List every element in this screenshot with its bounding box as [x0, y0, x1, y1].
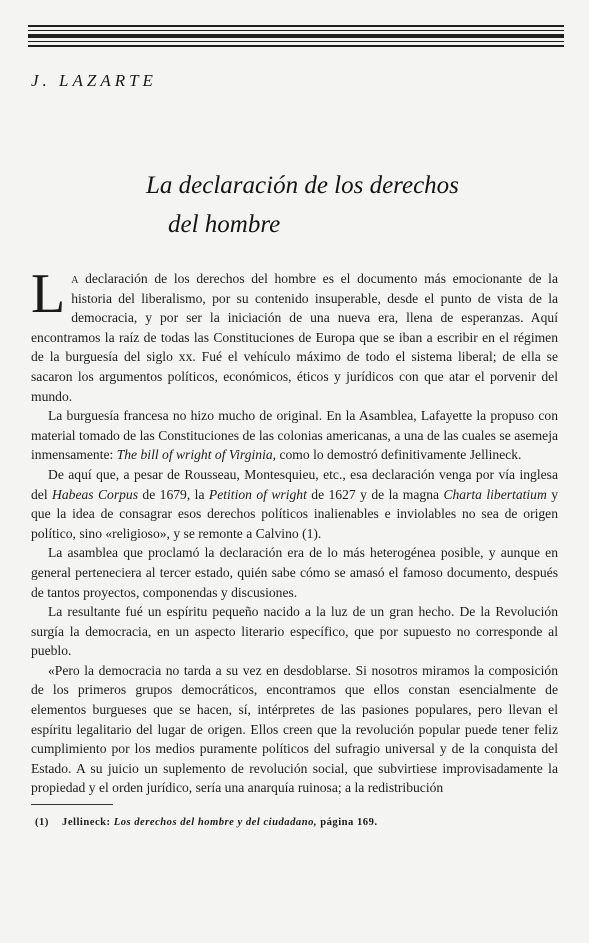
footnote	[35, 817, 378, 828]
footnote-author: Jellineck:	[62, 817, 111, 828]
top-double-rule	[28, 25, 564, 47]
paragraph-2-italic: The bill of wright of Virginia,	[116, 447, 277, 463]
title-line-2: del hombre	[168, 211, 281, 238]
drop-cap: L	[31, 263, 66, 325]
footnote-work: Los derechos del hombre y del ciudadano,	[113, 817, 318, 828]
title-line-1: La declaración de los derechos	[146, 172, 459, 199]
paragraph-3	[31, 465, 558, 543]
paragraph-2	[31, 406, 558, 465]
footnote-ref: (1)	[35, 817, 49, 828]
charta-italic: Charta libertatium	[443, 486, 547, 502]
drop-cap-lead: a	[71, 271, 79, 286]
paragraph-3-text-4: y que la idea de consagrar esos derechos políticos inalienables e inviolables no sea de origen político, sino «religioso», y se remonte a Calvino (1).	[31, 486, 559, 541]
paragraph-3-text: De aquí que, a pesar de Rousseau, Montesquieu, etc., esa declaración venga por vía inglesa del	[31, 466, 558, 502]
paragraph-1	[31, 263, 558, 406]
paragraph-1-text: declaración de los derechos del hombre es el documento más emocionante de la historia del liberalismo, por su contenido insuperable, desde el punto de vista de la democracia, y por ser la iniciación de una nueva era, llena de esperanzas. Aquí encontramos la raíz de todas las Constituciones de Europa que se iban a escribir en el régimen de la burguesía del siglo xx. Fué el vehículo máximo de todo el sistema liberal; de ella se sacaron los argumentos políticos, económicos, éticos y jurídicos con que atar el porvenir del mundo.	[31, 271, 558, 404]
footnote-rule	[31, 804, 113, 805]
paragraph-3-text-3: de 1627 y de la magna	[306, 486, 444, 502]
paragraph-2-text: La burguesía francesa no hizo mucho de original. En la Asamblea, Lafayette la propuso con material tomado de las Constituciones de las colonias americanas, a una de las cuales se asemeja inmensamente:	[31, 408, 558, 463]
footnote-page: página 169.	[320, 817, 378, 828]
author-name: J. LAZARTE	[31, 71, 157, 90]
habeas-corpus-italic: Habeas Corpus	[52, 486, 139, 502]
paragraph-2-text-end: como lo demostró definitivamente Jellineck.	[276, 447, 522, 463]
paragraph-4: La asamblea que proclamó la declaración era de lo más heterogénea posible, y aunque en general perteneciera al tercer estado, quién sabe cómo se amasó el famoso documento, después de tantos proyectos, componendas y discusiones.	[31, 545, 558, 600]
paragraph-6: «Pero la democracia no tarda a su vez en desdoblarse. Si nosotros miramos la composición de los primeros grupos democráticos, encontramos que ellos constan esencialmente de elementos burgueses que se hacen, sí, intérpretes de las pasiones populares, pero llevan el espíritu legalitario del lugar de origen. Ellos creen que la revolución popular puede tener feliz cumplimiento por los medios puramente políticos del sufragio universal y de la conquista del Estado. A su juicio un suplemento de revolución social, que subvirtiese improvisadamente la propiedad y el orden jurídico, sería una anarquía ruinosa; a la redistribución	[31, 662, 558, 796]
article-body	[31, 263, 559, 798]
article-title	[146, 166, 566, 244]
petition-italic: Petition of wright	[208, 486, 307, 502]
paragraph-5: La resultante fué un espíritu pequeño nacido a la luz de un gran hecho. De la Revolución surgía la democracia, en un aspecto literario específico, que por supuesto no corresponde al pueblo.	[31, 604, 558, 659]
paragraph-3-text-2: de 1679, la	[138, 486, 209, 502]
